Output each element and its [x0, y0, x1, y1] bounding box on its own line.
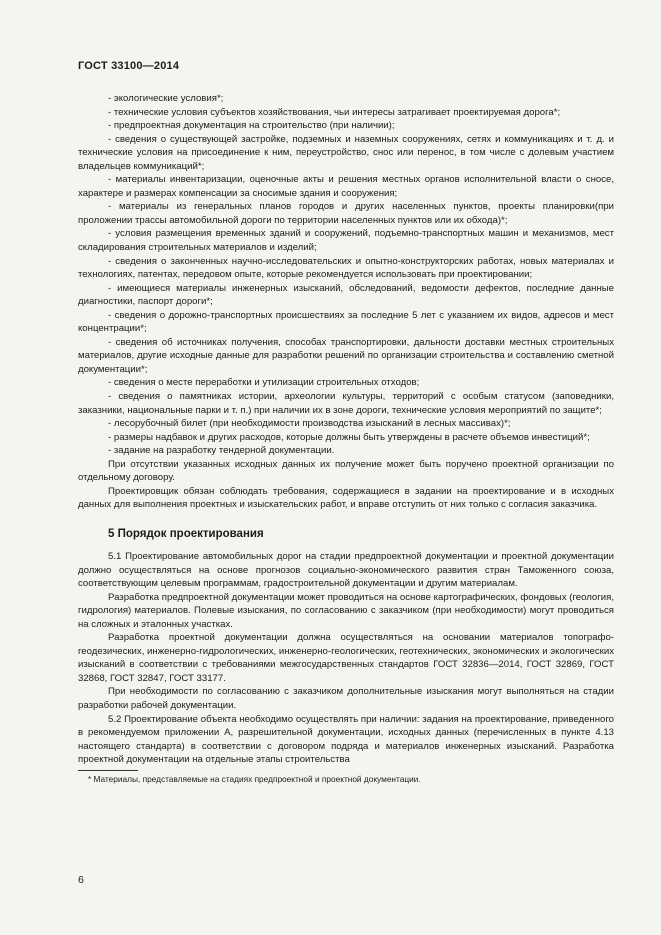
list-item: - лесорубочный билет (при необходимости производства изысканий в лесных массивах)*; — [108, 418, 511, 430]
section-paragraph: Разработка проектной документации должна осуществляться на основании материалов топографо-геодезических, инженерно-гидрологических, инженерно-геологических, геотехнических, экономических и экологических изысканий в соответствии с требованиями межгосударственных стандартов ГОСТ 32836—2014, ГОСТ 32869, ГОСТ 32868, ГОСТ 32847, ГОСТ 33177. — [78, 632, 614, 684]
list-item: - сведения о месте переработки и утилизации строительных отходов; — [108, 377, 420, 389]
list-item: - имеющиеся материалы инженерных изысканий, обследований, ведомости дефектов, последние данные диагностики, паспорт дороги*; — [78, 282, 614, 308]
list-item: - условия размещения временных зданий и сооружений, подъемно-транспортных машин и механизмов, мест складирования строительных материалов и изделий; — [78, 228, 614, 254]
list-item: - технические условия субъектов хозяйствования, чьи интересы затрагивает проектируемая дорога*; — [108, 106, 561, 118]
list-item: - сведения о законченных научно-исследовательских и опытно-конструкторских работах, новых материалах и технологиях, патентах, передовом опыте, которые рекомендуется использовать при проектировании; — [78, 255, 614, 281]
list-item: - материалы инвентаризации, оценочные акты и решения местных органов исполнительной власти о сносе, характере и размерах компенсации за сносимые здания и сооружения; — [78, 174, 614, 199]
paragraph: При отсутствии указанных исходных данных их получение может быть поручено проектной организации по отдельному договору. — [78, 458, 614, 484]
list-item: - сведения о существующей застройке, подземных и наземных сооружениях, сетях и коммуникациях и т. д. и технические условия на присоединение к ним, переустройство, снос или перенос, в том числе с долевым участием владельцев коммуникаций*; — [78, 133, 614, 172]
footnote-divider — [78, 770, 138, 771]
paragraph: Проектировщик обязан соблюдать требования, содержащиеся в задании на проектирование и в исходных данных для выполнения проектных и изыскательских работ, и вправе отступить от них только с согласия заказчика. — [78, 485, 614, 511]
list-item: - материалы из генеральных планов городов и других населенных пунктов, проекты планировки(при проложении трассы автомобильной дороги по территории населенных пунктов или их обхода)*; — [78, 201, 614, 226]
section-paragraph: 5.2 Проектирование объекта необходимо осуществлять при наличии: задания на проектирование, приведенного в рекомендуемом приложении А, разрешительной документации, исходных данных (перечисленных в пункте 4.13 настоящего стандарта) в соответствии с договором подряда и материалов инженерных изысканий. Разработка проектной документации на отдельные этапы строительства — [78, 713, 614, 766]
list-item: - задание на разработку тендерной документации. — [108, 445, 335, 457]
page-number: 6 — [78, 874, 84, 886]
document-code-header: ГОСТ 33100—2014 — [78, 60, 180, 72]
section-paragraph: Разработка предпроектной документации может проводиться на основе картографических, фондовых (геология, гидрология) материалов. Полевые изыскания, по согласованию с заказчиком (при необходимости) могут проводиться на сложных и эталонных участках. — [78, 591, 614, 630]
document-body — [78, 92, 614, 785]
list-item: - предпроектная документация на строительство (при наличии); — [108, 120, 395, 132]
section-paragraph: 5.1 Проектирование автомобильных дорог на стадии предпроектной документации и проектной документации должно осуществляться на основе прогнозов социально-экономического развития стран Таможенного союза, соответствующим целевым программам, градостроительной документации и другим материалам. — [78, 550, 614, 590]
footnote: * Материалы, представляемые на стадиях предпроектной и проектной документации. — [88, 773, 421, 784]
section-title: 5 Порядок проектирования — [108, 527, 264, 540]
list-item: - сведения о памятниках истории, археологии культуры, территорий с особым статусом (заповедники, заказники, национальные парки и т. п.) при наличии их в зоне дороги, технические условия мероприятий по защите*; — [78, 391, 614, 416]
list-item: - экологические условия*; — [108, 93, 224, 104]
list-item: - размеры надбавок и других расходов, которые должны быть утверждены в расчете объемов инвестиций*; — [108, 431, 590, 443]
list-item: - сведения о дорожно-транспортных происшествиях за последние 5 лет с указанием их видов, адресов и мест концентрации*; — [78, 309, 614, 335]
section-paragraph: При необходимости по согласованию с заказчиком дополнительные изыскания могут выполняться на стадии разработки рабочей документации. — [78, 686, 614, 711]
list-item: - сведения об источниках получения, способах транспортировки, дальности доставки местных строительных материалов, другие исходные данные для разработки решений по организации строительства и составлению сметной документации*; — [78, 336, 614, 375]
